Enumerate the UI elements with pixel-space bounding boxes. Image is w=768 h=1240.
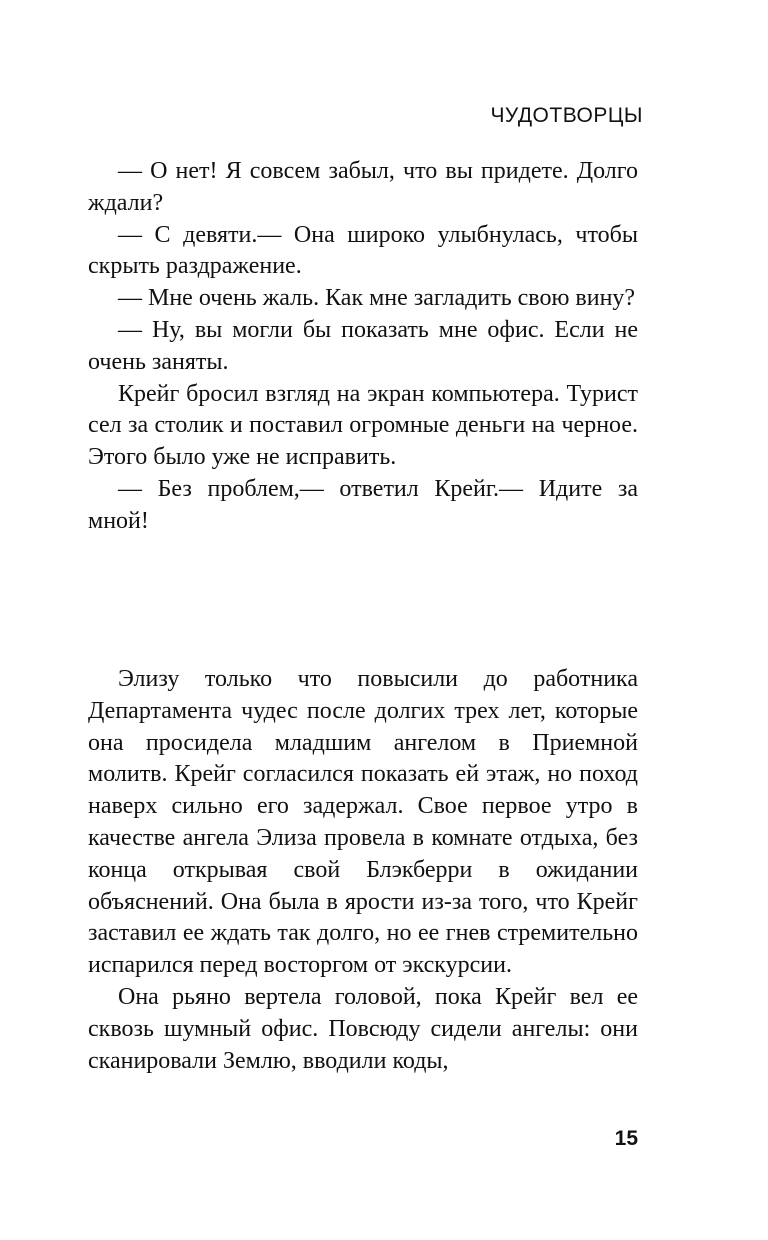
paragraph: — Без проблем,— ответил Крейг.— Идите за мной!	[88, 475, 638, 534]
text-section-2	[88, 664, 638, 1077]
paragraph: — Мне очень жаль. Как мне загладить свою вину?	[118, 285, 636, 312]
text-section-1	[88, 156, 638, 538]
paragraph: — Ну, вы могли бы показать мне офис. Если не очень заняты.	[88, 316, 638, 375]
paragraph: — О нет! Я совсем забыл, что вы придете. Долго ждали?	[88, 158, 638, 216]
paragraph: Крейг бросил взгляд на экран компьютера. Турист сел за столик и поставил огромные деньги на черное. Этого было уже не исправить.	[88, 380, 638, 471]
paragraph: Элизу только что повысили до работника Департамента чудес после долгих трех лет, которые она просидела младшим ангелом в Приемной молитв. Крейг согласился показать ей этаж, но поход наверх сильно его задержал. Свое первое утро в качестве ангела Элиза провела в комнате отдыха, без конца открывая свой Блэкберри в ожидании объяснений. Она была в ярости из-за того, что Крейг заставил ее ждать так долго, но ее гнев стремительно испарился перед восторгом от экскурсии.	[88, 666, 638, 979]
paragraph: Она рьяно вертела головой, пока Крейг вел ее сквозь шумный офис. Повсюду сидели ангелы: они сканировали Землю, вводили коды,	[88, 983, 638, 1074]
running-head: ЧУДОТВОРЦЫ	[490, 104, 643, 127]
paragraph: — С девяти.— Она широко улыбнулась, чтобы скрыть раздражение.	[88, 221, 638, 280]
page-number: 15	[614, 1127, 638, 1150]
